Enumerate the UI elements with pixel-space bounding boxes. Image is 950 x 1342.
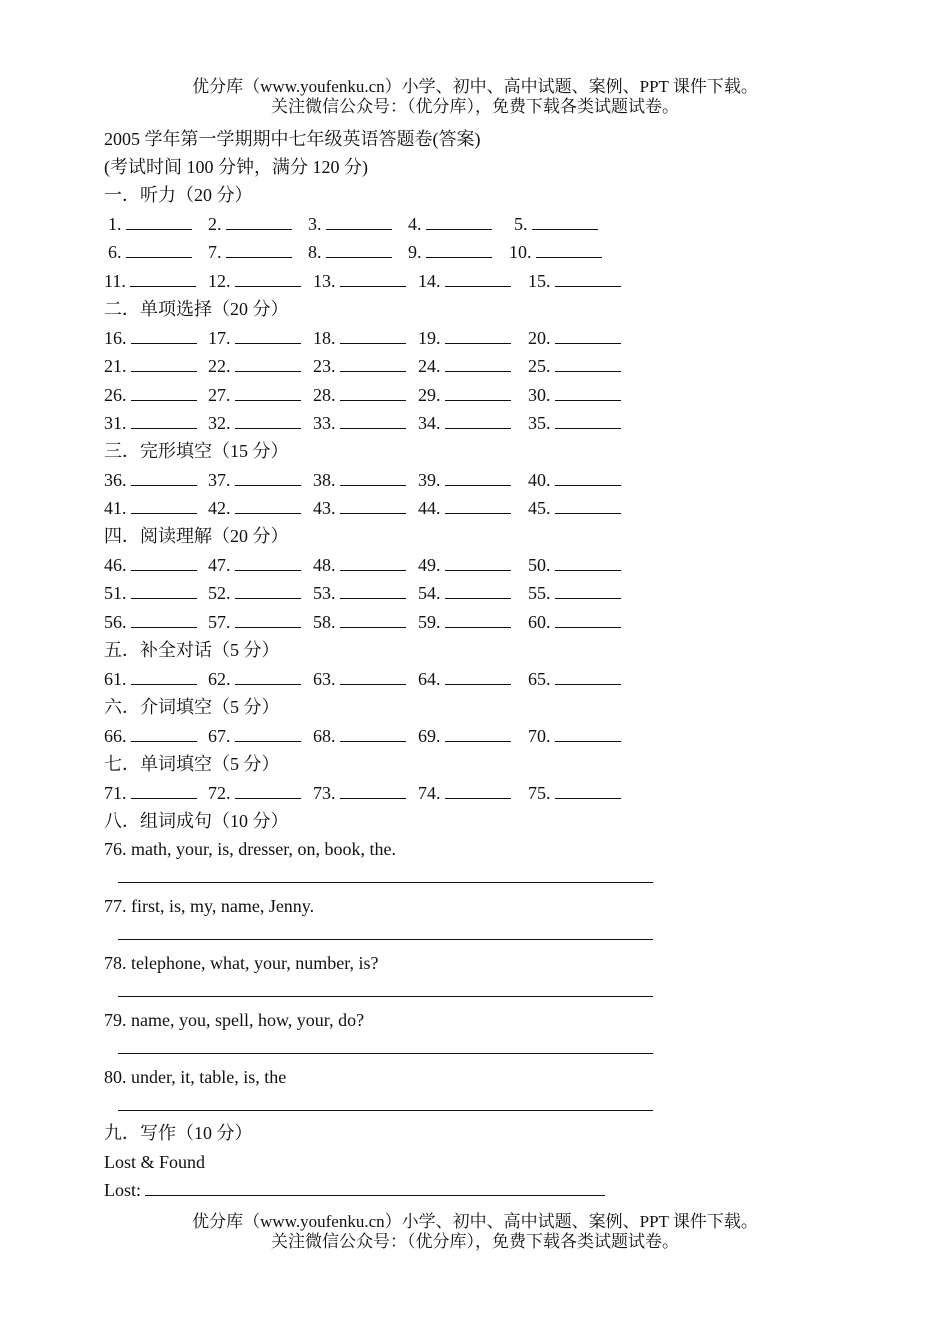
answer-blank[interactable] [235, 725, 301, 742]
section-word-fill: 七．单词填空（5 分） [104, 754, 280, 774]
answer-item[interactable] [528, 554, 621, 576]
question-number: 7. [208, 242, 222, 262]
question-number: 67. [208, 726, 231, 746]
question-number: 14. [418, 271, 441, 291]
question-number: 24. [418, 356, 441, 376]
question-number: 64. [418, 669, 441, 689]
answer-blank[interactable] [131, 554, 197, 571]
footer-line-2: 关注微信公众号：（优分库），免费下载各类试题试卷。 [271, 1232, 679, 1251]
answer-blank[interactable] [131, 611, 197, 628]
question-number: 37. [208, 470, 231, 490]
answer-blank[interactable] [445, 611, 511, 628]
answer-blank[interactable] [340, 782, 406, 799]
question-number: 74. [418, 783, 441, 803]
answer-item[interactable] [208, 270, 301, 292]
answer-item[interactable] [104, 469, 197, 491]
answer-blank[interactable] [340, 384, 406, 401]
answer-blank[interactable] [445, 384, 511, 401]
question-number: 55. [528, 583, 551, 603]
question-number: 21. [104, 356, 127, 376]
section-reading: 四．阅读理解（20 分） [104, 526, 289, 546]
question-number: 49. [418, 555, 441, 575]
question-number: 57. [208, 612, 231, 632]
answer-item[interactable] [208, 611, 301, 633]
answer-blank[interactable] [445, 412, 511, 429]
sentence-prompt-76: 76. math, your, is, dresser, on, book, the. [104, 839, 397, 859]
answer-blank[interactable] [226, 241, 292, 258]
question-number: 61. [104, 669, 127, 689]
question-number: 43. [313, 498, 336, 518]
answer-blank[interactable] [235, 668, 301, 685]
writing-lost-line[interactable] [145, 1179, 605, 1196]
answer-item[interactable] [104, 582, 197, 604]
sentence-prompt-80: 80. under, it, table, is, the [104, 1067, 287, 1087]
answer-blank[interactable] [126, 213, 192, 230]
answer-blank[interactable] [226, 213, 292, 230]
question-number: 26. [104, 385, 127, 405]
answer-blank[interactable] [131, 327, 197, 344]
question-number: 36. [104, 470, 127, 490]
answer-item[interactable] [104, 384, 197, 406]
sentence-answer-line[interactable] [118, 1110, 653, 1111]
question-number: 16. [104, 328, 127, 348]
question-number: 22. [208, 356, 231, 376]
question-number: 15. [528, 271, 551, 291]
section-dialogue: 五．补全对话（5 分） [104, 640, 280, 660]
answer-item[interactable] [208, 554, 301, 576]
answer-blank[interactable] [131, 469, 197, 486]
answer-blank[interactable] [532, 213, 598, 230]
answer-blank[interactable] [326, 213, 392, 230]
question-number: 10. [509, 242, 532, 262]
answer-blank[interactable] [555, 582, 621, 599]
answer-blank[interactable] [235, 582, 301, 599]
answer-item[interactable] [514, 213, 598, 235]
question-number: 39. [418, 470, 441, 490]
answer-item[interactable] [208, 469, 301, 491]
answer-item[interactable] [208, 327, 301, 349]
answer-blank[interactable] [340, 270, 406, 287]
answer-item[interactable] [528, 782, 621, 804]
answer-item[interactable] [108, 241, 192, 263]
section-listening: 一．听力（20 分） [104, 185, 253, 205]
answer-blank[interactable] [235, 782, 301, 799]
question-number: 8. [308, 242, 322, 262]
answer-item[interactable] [418, 355, 511, 377]
sentence-prompt-79: 79. name, you, spell, how, your, do? [104, 1010, 365, 1030]
doc-subtitle: (考试时间 100 分钟，满分 120 分) [104, 157, 368, 177]
question-number: 73. [313, 783, 336, 803]
question-number: 44. [418, 498, 441, 518]
question-number: 35. [528, 413, 551, 433]
answer-blank[interactable] [555, 725, 621, 742]
question-number: 60. [528, 612, 551, 632]
question-number: 59. [418, 612, 441, 632]
sentence-prompt-78: 78. telephone, what, your, number, is? [104, 953, 379, 973]
answer-item[interactable] [208, 355, 301, 377]
writing-lost-label: Lost: [104, 1180, 142, 1200]
answer-item[interactable] [509, 241, 602, 263]
answer-blank[interactable] [555, 469, 621, 486]
question-number: 34. [418, 413, 441, 433]
question-number: 52. [208, 583, 231, 603]
question-number: 41. [104, 498, 127, 518]
answer-blank[interactable] [426, 213, 492, 230]
answer-item[interactable] [104, 355, 197, 377]
question-number: 20. [528, 328, 551, 348]
answer-item[interactable] [528, 497, 621, 519]
answer-blank[interactable] [555, 412, 621, 429]
answer-item[interactable] [418, 270, 511, 292]
answer-blank[interactable] [445, 668, 511, 685]
answer-item[interactable] [528, 469, 621, 491]
question-number: 42. [208, 498, 231, 518]
question-number: 25. [528, 356, 551, 376]
header-watermark [0, 77, 950, 117]
question-number: 68. [313, 726, 336, 746]
answer-item[interactable] [418, 327, 511, 349]
question-number: 27. [208, 385, 231, 405]
question-number: 29. [418, 385, 441, 405]
answer-item[interactable] [313, 412, 406, 434]
answer-item[interactable] [408, 213, 492, 235]
answer-item[interactable] [418, 725, 511, 747]
answer-blank[interactable] [340, 611, 406, 628]
answer-item[interactable] [418, 668, 511, 690]
answer-blank[interactable] [445, 782, 511, 799]
question-number: 18. [313, 328, 336, 348]
answer-blank[interactable] [340, 327, 406, 344]
answer-item[interactable] [208, 412, 301, 434]
answer-item[interactable] [208, 668, 301, 690]
answer-item[interactable] [313, 327, 406, 349]
question-number: 46. [104, 555, 127, 575]
answer-item[interactable] [208, 241, 292, 263]
question-number: 72. [208, 783, 231, 803]
answer-blank[interactable] [555, 270, 621, 287]
answer-item[interactable] [528, 582, 621, 604]
answer-blank[interactable] [131, 497, 197, 514]
answer-blank[interactable] [131, 412, 197, 429]
answer-item[interactable] [208, 384, 301, 406]
answer-item[interactable] [208, 725, 301, 747]
answer-blank[interactable] [326, 241, 392, 258]
answer-blank[interactable] [340, 497, 406, 514]
answer-blank[interactable] [340, 412, 406, 429]
footer-watermark [0, 1212, 950, 1252]
answer-blank[interactable] [445, 327, 511, 344]
answer-item[interactable] [208, 213, 292, 235]
answer-item[interactable] [104, 270, 196, 292]
answer-blank[interactable] [340, 725, 406, 742]
answer-item[interactable] [528, 384, 621, 406]
question-number: 11. [104, 271, 126, 291]
section-writing: 九．写作（10 分） [104, 1123, 253, 1143]
answer-blank[interactable] [445, 725, 511, 742]
answer-item[interactable] [313, 668, 406, 690]
answer-item[interactable] [418, 582, 511, 604]
answer-item[interactable] [418, 469, 511, 491]
question-number: 56. [104, 612, 127, 632]
answer-blank[interactable] [445, 355, 511, 372]
answer-item[interactable] [528, 668, 621, 690]
answer-item[interactable] [408, 241, 492, 263]
answer-blank[interactable] [536, 241, 602, 258]
answer-item[interactable] [528, 270, 621, 292]
answer-item[interactable] [528, 611, 621, 633]
answer-item[interactable] [418, 412, 511, 434]
question-number: 38. [313, 470, 336, 490]
answer-blank[interactable] [235, 412, 301, 429]
question-number: 62. [208, 669, 231, 689]
section-cloze: 三．完形填空（15 分） [104, 441, 289, 461]
answer-blank[interactable] [235, 554, 301, 571]
question-number: 6. [108, 242, 122, 262]
question-number: 17. [208, 328, 231, 348]
question-number: 2. [208, 214, 222, 234]
answer-blank[interactable] [235, 497, 301, 514]
answer-blank[interactable] [555, 355, 621, 372]
answer-item[interactable] [104, 611, 197, 633]
answer-item[interactable] [313, 384, 406, 406]
writing-heading: Lost & Found [104, 1152, 206, 1172]
answer-item[interactable] [313, 270, 406, 292]
answer-blank[interactable] [445, 270, 511, 287]
answer-blank[interactable] [131, 384, 197, 401]
question-number: 65. [528, 669, 551, 689]
question-number: 54. [418, 583, 441, 603]
question-number: 66. [104, 726, 127, 746]
question-number: 5. [514, 214, 528, 234]
answer-item[interactable] [313, 554, 406, 576]
answer-item[interactable] [313, 611, 406, 633]
sentence-answer-line[interactable] [118, 939, 653, 940]
question-number: 23. [313, 356, 336, 376]
answer-blank[interactable] [445, 582, 511, 599]
answer-item[interactable] [104, 497, 197, 519]
answer-item[interactable] [418, 782, 511, 804]
answer-blank[interactable] [555, 668, 621, 685]
sentence-answer-line[interactable] [118, 1053, 653, 1054]
answer-blank[interactable] [131, 355, 197, 372]
answer-blank[interactable] [126, 241, 192, 258]
section-sentence-building: 八．组词成句（10 分） [104, 811, 289, 831]
question-number: 58. [313, 612, 336, 632]
question-number: 53. [313, 583, 336, 603]
answer-blank[interactable] [340, 582, 406, 599]
answer-item[interactable] [528, 725, 621, 747]
question-number: 50. [528, 555, 551, 575]
answer-item[interactable] [528, 355, 621, 377]
answer-blank[interactable] [445, 469, 511, 486]
question-number: 40. [528, 470, 551, 490]
question-number: 69. [418, 726, 441, 746]
answer-item[interactable] [418, 384, 511, 406]
question-number: 12. [208, 271, 231, 291]
answer-item[interactable] [104, 554, 197, 576]
answer-item[interactable] [208, 497, 301, 519]
answer-item[interactable] [418, 497, 511, 519]
answer-item[interactable] [308, 241, 392, 263]
answer-blank[interactable] [555, 554, 621, 571]
sentence-answer-line[interactable] [118, 882, 653, 883]
answer-item[interactable] [313, 725, 406, 747]
doc-title: 2005 学年第一学期期中七年级英语答题卷(答案) [104, 129, 481, 149]
answer-blank[interactable] [235, 611, 301, 628]
answer-item[interactable] [208, 582, 301, 604]
question-number: 71. [104, 783, 127, 803]
answer-item[interactable] [104, 725, 197, 747]
question-number: 30. [528, 385, 551, 405]
answer-blank[interactable] [235, 270, 301, 287]
question-number: 75. [528, 783, 551, 803]
section-single-choice: 二．单项选择（20 分） [104, 299, 289, 319]
question-number: 13. [313, 271, 336, 291]
answer-blank[interactable] [235, 469, 301, 486]
header-line-1: 优分库（www.youfenku.cn）小学、初中、高中试题、案例、PPT 课件下载。 [192, 77, 758, 96]
answer-blank[interactable] [340, 668, 406, 685]
answer-item[interactable] [313, 355, 406, 377]
answer-blank[interactable] [445, 497, 511, 514]
question-number: 3. [308, 214, 322, 234]
writing-lost-row [104, 1179, 605, 1201]
answer-item[interactable] [418, 554, 511, 576]
answer-item[interactable] [208, 782, 301, 804]
answer-blank[interactable] [340, 554, 406, 571]
answer-blank[interactable] [555, 782, 621, 799]
section-prepositions: 六．介词填空（5 分） [104, 697, 280, 717]
answer-blank[interactable] [235, 327, 301, 344]
answer-item[interactable] [313, 469, 406, 491]
answer-item[interactable] [308, 213, 392, 235]
answer-item[interactable] [108, 213, 192, 235]
answer-blank[interactable] [445, 554, 511, 571]
answer-item[interactable] [104, 782, 197, 804]
answer-blank[interactable] [340, 355, 406, 372]
answer-item[interactable] [313, 497, 406, 519]
footer-line-1: 优分库（www.youfenku.cn）小学、初中、高中试题、案例、PPT 课件下载。 [192, 1212, 758, 1231]
question-number: 63. [313, 669, 336, 689]
answer-blank[interactable] [426, 241, 492, 258]
question-number: 31. [104, 413, 127, 433]
answer-item[interactable] [418, 611, 511, 633]
question-number: 4. [408, 214, 422, 234]
answer-blank[interactable] [131, 582, 197, 599]
question-number: 47. [208, 555, 231, 575]
answer-item[interactable] [104, 327, 197, 349]
answer-item[interactable] [313, 582, 406, 604]
question-number: 1. [108, 214, 122, 234]
answer-blank[interactable] [555, 497, 621, 514]
sentence-prompt-77: 77. first, is, my, name, Jenny. [104, 896, 315, 916]
answer-item[interactable] [313, 782, 406, 804]
question-number: 32. [208, 413, 231, 433]
question-number: 48. [313, 555, 336, 575]
answer-blank[interactable] [235, 355, 301, 372]
question-number: 19. [418, 328, 441, 348]
answer-item[interactable] [528, 327, 621, 349]
answer-blank[interactable] [131, 668, 197, 685]
answer-blank[interactable] [131, 725, 197, 742]
answer-item[interactable] [104, 412, 197, 434]
answer-item[interactable] [528, 412, 621, 434]
question-number: 70. [528, 726, 551, 746]
question-number: 28. [313, 385, 336, 405]
header-line-2: 关注微信公众号：（优分库），免费下载各类试题试卷。 [271, 97, 679, 116]
question-number: 45. [528, 498, 551, 518]
question-number: 9. [408, 242, 422, 262]
answer-blank[interactable] [131, 782, 197, 799]
question-number: 33. [313, 413, 336, 433]
answer-item[interactable] [104, 668, 197, 690]
question-number: 51. [104, 583, 127, 603]
sentence-answer-line[interactable] [118, 996, 653, 997]
answer-blank[interactable] [235, 384, 301, 401]
answer-blank[interactable] [555, 327, 621, 344]
answer-blank[interactable] [555, 384, 621, 401]
answer-blank[interactable] [555, 611, 621, 628]
answer-blank[interactable] [340, 469, 406, 486]
answer-blank[interactable] [130, 270, 196, 287]
